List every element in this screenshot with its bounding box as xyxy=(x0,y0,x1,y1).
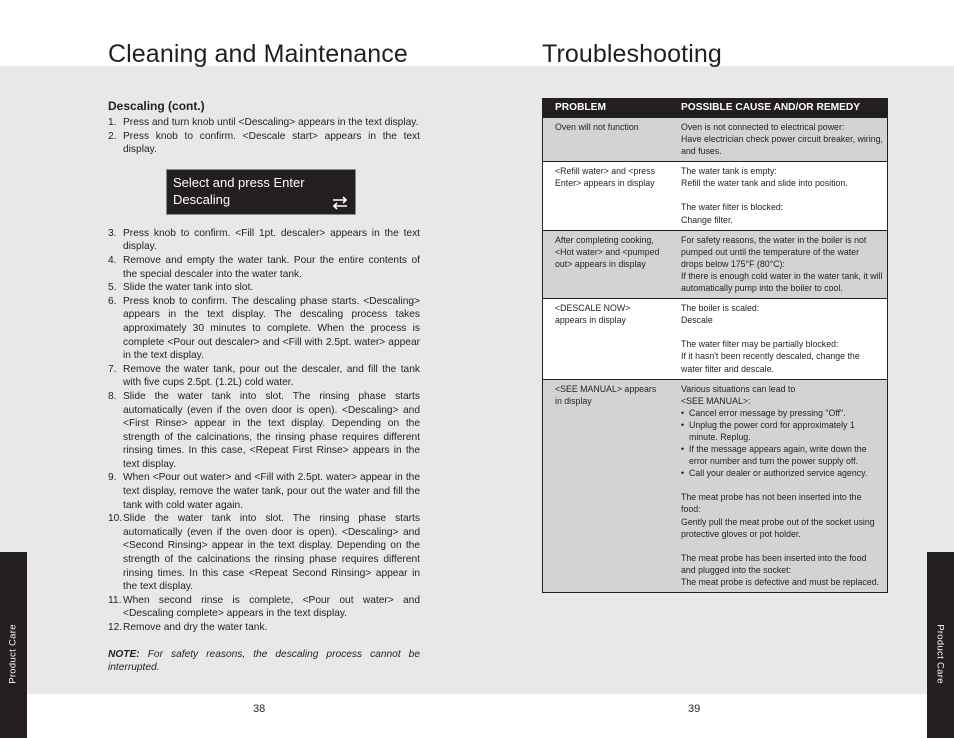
remedy-line: Various situations can lead to xyxy=(681,383,796,394)
remedy-line: The meat probe has not been inserted into the food: xyxy=(681,492,862,515)
display-line-2: Descaling xyxy=(173,191,231,207)
step-text: Press knob to confirm. <Fill 1pt. descaler> appears in the text display. xyxy=(123,227,420,253)
remedy-line: The water filter is blocked: xyxy=(681,202,784,213)
bullet-glyph: • xyxy=(681,468,685,479)
step-number: 4. xyxy=(108,254,117,266)
troubleshooting-table xyxy=(542,98,888,593)
display-line-1: Select and press Enter xyxy=(173,174,305,190)
remedy-line: Descale xyxy=(681,315,713,326)
text-display-panel xyxy=(166,169,356,215)
page-number-right: 39 xyxy=(688,703,701,715)
step-item xyxy=(108,594,420,621)
problem-cell: <DESCALE NOW> appears in display xyxy=(555,303,631,326)
step-number: 9. xyxy=(108,472,117,484)
step-text: Remove the water tank, pour out the descaler, and fill the tank with five cups 2.5pt. (1.2L) cold water. xyxy=(123,363,420,389)
remedy-line: For safety reasons, the water in the boiler is not pumped out until the temperature of the water drops below 175°F (80°C): xyxy=(681,234,867,269)
remedy-line: Have electrician check power circuit breaker, wiring, and fuses. xyxy=(681,134,883,157)
bullet-text: Call your dealer or authorized service agency. xyxy=(689,468,868,479)
remedy-line: Refill the water tank and slide into position. xyxy=(681,178,848,189)
remedy-cell xyxy=(669,231,887,298)
step-number: 6. xyxy=(108,295,117,307)
problem-cell: <SEE MANUAL> appears in display xyxy=(555,383,657,406)
step-item xyxy=(108,116,420,130)
side-tab-label: Product Care xyxy=(7,624,19,684)
header-remedy: POSSIBLE CAUSE AND/OR REMEDY xyxy=(681,101,861,113)
remedy-line: If it hasn't been recently descaled, change the water filter and descale. xyxy=(681,351,860,374)
step-text: Press knob to confirm. <Descale start> appears in the text display. xyxy=(123,130,420,156)
step-item xyxy=(108,621,420,635)
step-number: 8. xyxy=(108,390,117,402)
step-text: Slide the water tank into slot. The rinsing phase starts automatically (even if the oven door is open). <Descaling> and <First Rinse> appear in the text display. Depending on the strength of the calcinations, the rinsing phase requires different rinsing times. In this case, <Repeat First Rinse> appears in the text display. xyxy=(123,390,420,470)
bullet-text: If the message appears again, write down the error number and turn the power supply off. xyxy=(689,444,867,467)
step-text: Remove and dry the water tank. xyxy=(123,622,268,633)
problem-cell: After completing cooking, <Hot water> and <pumped out> appears in display xyxy=(555,234,660,269)
table-row xyxy=(543,298,887,378)
remedy-line: The meat probe is defective and must be replaced. xyxy=(681,576,880,587)
remedy-line: Change filter. xyxy=(681,214,733,225)
table-row xyxy=(543,230,887,298)
step-number: 5. xyxy=(108,282,117,294)
step-item xyxy=(108,295,420,363)
step-number: 3. xyxy=(108,227,117,239)
step-item xyxy=(108,363,420,390)
step-text: Slide the water tank into slot. The rinsing phase starts automatically (even if the oven door is open). <Descaling> and <Second Rinsing> appear in the text display. Depending on the strength of the calcinations the rinsing phase requires different rinsing times. In this case <Repeat Second Rinsing> appear in the text display. xyxy=(123,513,420,593)
side-tab-right xyxy=(927,552,954,738)
step-item xyxy=(108,254,420,281)
note-text: For safety reasons, the descaling process cannot be interrupted. xyxy=(108,648,420,674)
remedy-line: <SEE MANUAL>: xyxy=(681,395,751,406)
remedy-spacer xyxy=(681,479,883,491)
table-row xyxy=(543,117,887,161)
remedy-bullet xyxy=(681,467,883,479)
remedy-spacer xyxy=(681,189,883,201)
step-number: 2. xyxy=(108,130,117,142)
step-number: 11. xyxy=(108,594,122,606)
descaling-section xyxy=(108,99,420,675)
steps-list-a xyxy=(108,116,420,157)
remedy-line: If there is enough cold water in the water tank, it will automatically pump into the boiler to cool. xyxy=(681,270,883,294)
page-number-left: 38 xyxy=(253,703,266,715)
step-item xyxy=(108,227,420,254)
table-row xyxy=(543,379,887,592)
step-item xyxy=(108,512,420,594)
remedy-cell xyxy=(669,162,887,229)
remedy-line: The meat probe has been inserted into the food and plugged into the socket: xyxy=(681,552,867,575)
side-tab-label: Product Care xyxy=(934,624,946,684)
steps-list-b xyxy=(108,227,420,635)
step-item xyxy=(108,130,420,157)
step-text: Press knob to confirm. The descaling phase starts. <Descaling> appears in the text display. The descaling process takes approximately 30 minutes to complete. When the process is complete <Pour out descaler> and <Fill with 2.5pt. water> appear in the text display. xyxy=(123,295,420,362)
step-text: Press and turn knob until <Descaling> appears in the text display. xyxy=(123,117,419,128)
remedy-spacer xyxy=(681,540,883,552)
remedy-bullet xyxy=(681,443,883,467)
remedy-bullet xyxy=(681,407,883,419)
remedy-line: The water tank is empty: xyxy=(681,166,777,177)
page-title-troubleshooting: Troubleshooting xyxy=(542,40,722,68)
remedy-line: Oven is not connected to electrical power: xyxy=(681,122,845,132)
problem-cell: Oven will not function xyxy=(555,122,639,132)
bullet-glyph: • xyxy=(681,419,685,430)
step-number: 1. xyxy=(108,117,117,128)
remedy-cell xyxy=(669,118,887,161)
remedy-line: The boiler is scaled: xyxy=(681,303,760,314)
swap-arrows-icon xyxy=(331,196,349,210)
safety-note xyxy=(108,648,420,675)
note-label: NOTE: xyxy=(108,648,140,660)
remedy-cell xyxy=(669,380,887,592)
table-row xyxy=(543,161,887,229)
step-text: When <Pour out water> and <Fill with 2.5pt. water> appear in the text display, remove the water tank, pour out the water and fill the tank with cold water again. xyxy=(123,472,420,511)
step-text: Remove and empty the water tank. Pour the entire contents of the special descaler into the water tank. xyxy=(123,254,420,280)
step-item xyxy=(108,471,420,512)
step-number: 12. xyxy=(108,622,123,633)
table-body xyxy=(543,117,887,592)
remedy-line: Gently pull the meat probe out of the socket using protective gloves or pot holder. xyxy=(681,516,875,539)
bullet-glyph: • xyxy=(681,407,685,418)
remedy-line: The water filter may be partially blocked: xyxy=(681,339,839,350)
step-number: 7. xyxy=(108,363,117,375)
side-tab-left xyxy=(0,552,27,738)
remedy-cell xyxy=(669,299,887,378)
bullet-glyph: • xyxy=(681,444,685,455)
step-text: Slide the water tank into slot. xyxy=(123,282,254,294)
step-number: 10. xyxy=(108,513,123,525)
remedy-bullet xyxy=(681,419,883,443)
step-text: When second rinse is complete, <Pour out water> and <Descaling complete> appears in the text display. xyxy=(123,594,420,620)
header-problem: PROBLEM xyxy=(555,101,606,113)
step-item xyxy=(108,281,420,295)
step-item xyxy=(108,390,420,472)
page-title-cleaning: Cleaning and Maintenance xyxy=(108,40,408,68)
bullet-text: Unplug the power cord for approximately 1 minute. Replug. xyxy=(689,419,855,442)
remedy-spacer xyxy=(681,326,883,338)
table-header xyxy=(543,99,887,117)
footer-area xyxy=(0,694,954,738)
bullet-text: Cancel error message by pressing "Off". xyxy=(689,407,846,418)
problem-cell: <Refill water> and <press Enter> appears in display xyxy=(555,166,655,189)
section-subheading: Descaling (cont.) xyxy=(108,99,205,113)
